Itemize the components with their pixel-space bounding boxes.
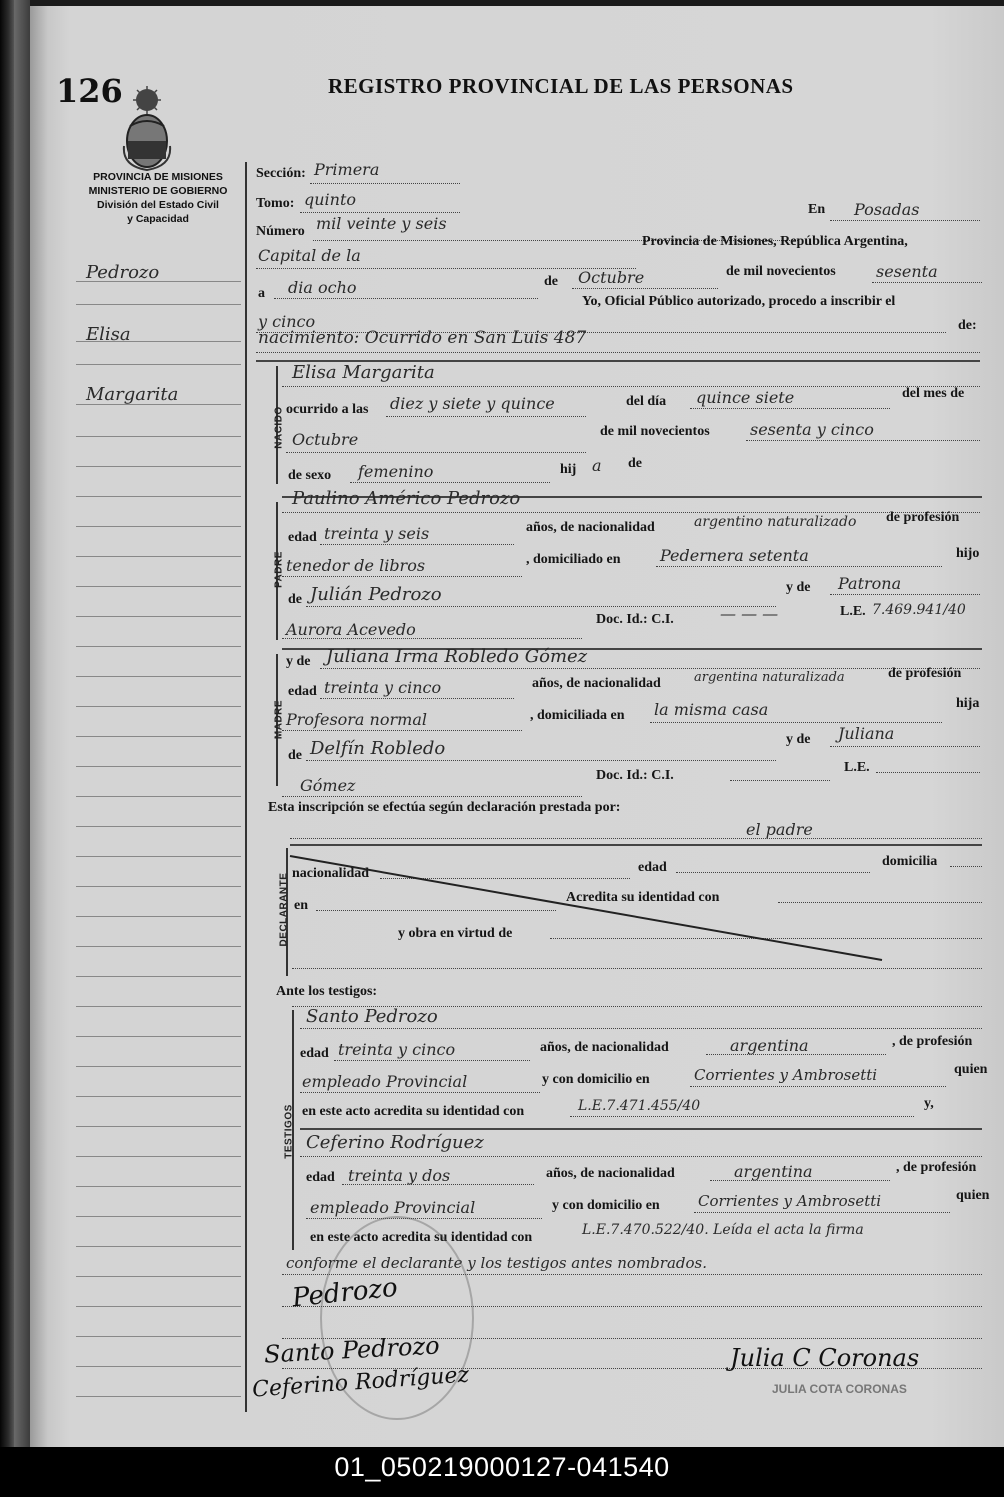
numero-value: mil veinte y seis bbox=[316, 214, 447, 233]
t1-quien-label: quien bbox=[954, 1062, 988, 1077]
madre-madre-value: Juliana bbox=[838, 724, 895, 743]
provincia-text: Provincia de Misiones, República Argentina, bbox=[642, 234, 908, 249]
madre-madre-value-2: Gómez bbox=[300, 776, 356, 795]
decl-nacionalidad-label: nacionalidad bbox=[292, 866, 370, 881]
madre-edad-value: treinta y cinco bbox=[324, 678, 442, 697]
padre-edad-value: treinta y seis bbox=[324, 524, 430, 543]
madre-name-value: Juliana Irma Robledo Gómez bbox=[326, 646, 588, 667]
t2-dom-label: y con domicilio en bbox=[552, 1198, 660, 1213]
capital-value: Capital de la bbox=[258, 246, 361, 265]
padre-y-de-label: y de bbox=[786, 580, 811, 595]
madre-prof-label: de profesión bbox=[888, 666, 962, 681]
madre-dom-label: , domiciliada en bbox=[530, 708, 625, 723]
coat-of-arms-icon bbox=[122, 86, 172, 172]
t2-prof-value: empleado Provincial bbox=[310, 1198, 476, 1217]
a-value: dia ocho bbox=[288, 278, 357, 297]
padre-name-value: Paulino Américo Pedrozo bbox=[292, 488, 521, 509]
decl-domicilia-label: domicilia bbox=[882, 854, 938, 869]
padre-le-label: L.E. bbox=[840, 604, 866, 619]
del-dia-label: del día bbox=[626, 394, 667, 409]
document-title: REGISTRO PROVINCIAL DE LAS PERSONAS bbox=[328, 74, 794, 98]
t1-edad-value: treinta y cinco bbox=[338, 1040, 456, 1059]
madre-y-de-label: y de bbox=[286, 654, 311, 669]
madre-padre-value: Delfín Robledo bbox=[310, 738, 446, 759]
t2-dom-value: Corrientes y Ambrosetti bbox=[698, 1192, 882, 1210]
t1-nac-label: años, de nacionalidad bbox=[540, 1040, 669, 1055]
signature-2: Santo Pedrozo bbox=[263, 1331, 441, 1369]
t1-dom-value: Corrientes y Ambrosetti bbox=[694, 1066, 878, 1084]
hij-label: hij bbox=[560, 462, 577, 477]
madre-doc-label: Doc. Id.: C.I. bbox=[596, 768, 674, 783]
nacido-de-label: de bbox=[628, 456, 642, 471]
t1-prof-label: , de profesión bbox=[892, 1034, 973, 1049]
t1-dom-label: y con domicilio en bbox=[542, 1072, 650, 1087]
seccion-label: Sección: bbox=[256, 166, 306, 181]
nacido-anio-value: sesenta y cinco bbox=[750, 420, 874, 439]
nacido-name-value: Elisa Margarita bbox=[292, 362, 435, 383]
madre-y-de-label-2: y de bbox=[786, 732, 811, 747]
de-colon-label: de: bbox=[958, 318, 977, 333]
margin-surname: Pedrozo bbox=[86, 262, 160, 283]
ocurrido-label: ocurrido a las bbox=[286, 402, 369, 417]
t1-y-label: y, bbox=[924, 1096, 934, 1111]
page-number: 126 bbox=[56, 72, 123, 110]
tomo-label: Tomo: bbox=[256, 196, 295, 211]
testigos-side-label: TESTIGOS bbox=[283, 1104, 295, 1159]
padre-padre-value: Julián Pedrozo bbox=[310, 584, 442, 605]
sexo-value: femenino bbox=[358, 462, 434, 481]
tomo-value: quinto bbox=[304, 190, 357, 209]
t1-id-value: L.E.7.471.455/40 bbox=[578, 1098, 701, 1114]
closing-line: conforme el declarante y los testigos antes nombrados. bbox=[286, 1254, 707, 1272]
padre-side-label: PADRE bbox=[273, 551, 285, 588]
seccion-value: Primera bbox=[314, 160, 380, 179]
testigos-intro: Ante los testigos: bbox=[276, 984, 378, 999]
a-label: a bbox=[258, 286, 265, 301]
declaracion-text: Esta inscripción se efectúa según declaración prestada por: bbox=[268, 800, 621, 815]
padre-nac-value: argentino naturalizado bbox=[694, 514, 857, 530]
del-mes-label: del mes de bbox=[902, 386, 965, 401]
anio-value-2: y cinco bbox=[258, 312, 316, 331]
t2-id-value: L.E.7.470.522/40. Leída el acta la firma bbox=[582, 1222, 864, 1238]
issuer-line: PROVINCIA DE MISIONES bbox=[93, 171, 223, 183]
decl-edad-label: edad bbox=[638, 860, 667, 875]
padre-edad-label: edad bbox=[288, 530, 317, 545]
madre-le-label: L.E. bbox=[844, 760, 870, 775]
declarante-side-label: DECLARANTE bbox=[278, 872, 290, 947]
issuer-line: División del Estado Civil bbox=[97, 199, 219, 211]
round-seal-icon bbox=[320, 1216, 474, 1420]
sexo-label: de sexo bbox=[288, 468, 332, 483]
nacimiento-value: nacimiento: Ocurrido en San Luis 487 bbox=[258, 328, 587, 348]
column-divider bbox=[245, 162, 247, 1412]
padre-madre-value-2: Aurora Acevedo bbox=[286, 620, 416, 639]
signature-4: Julia C Coronas bbox=[730, 1344, 920, 1372]
t2-quien-label: quien bbox=[956, 1188, 990, 1203]
en-label: En bbox=[808, 202, 826, 217]
t2-name-value: Ceferino Rodríguez bbox=[306, 1132, 484, 1153]
decl-en-label: en bbox=[294, 898, 308, 913]
decl-acredita-label: Acredita su identidad con bbox=[566, 890, 720, 905]
t2-prof-label: , de profesión bbox=[896, 1160, 977, 1175]
de-label: de bbox=[544, 274, 558, 289]
margin-first-name: Elisa bbox=[86, 324, 131, 345]
declaracion-value: el padre bbox=[746, 820, 813, 839]
nacido-side-label: NACIDO bbox=[273, 406, 285, 449]
mil-novecientos-label: de mil novecientos bbox=[726, 264, 836, 279]
anio-value: sesenta bbox=[876, 262, 938, 281]
padre-doc-label: Doc. Id.: C.I. bbox=[596, 612, 674, 627]
en-value: Posadas bbox=[854, 200, 920, 219]
t1-nac-value: argentina bbox=[730, 1036, 809, 1055]
decl-obra-label: y obra en virtud de bbox=[398, 926, 513, 941]
madre-nac-label: años, de nacionalidad bbox=[532, 676, 661, 691]
margin-middle-name: Margarita bbox=[86, 384, 179, 405]
t2-acredita-label: en este acto acredita su identidad con bbox=[310, 1230, 533, 1245]
madre-side-label: MADRE bbox=[273, 699, 285, 740]
book-binding-edge bbox=[0, 0, 14, 1447]
madre-dom-value: la misma casa bbox=[654, 700, 769, 719]
issuer-block bbox=[68, 170, 248, 226]
madre-edad-label: edad bbox=[288, 684, 317, 699]
scan-identifier: 01_050219000127-041540 bbox=[0, 1447, 1004, 1497]
padre-prof-value: tenedor de libros bbox=[286, 556, 426, 575]
padre-de-label: de bbox=[288, 592, 302, 607]
t1-prof-value: empleado Provincial bbox=[302, 1072, 468, 1091]
madre-prof-value: Profesora normal bbox=[286, 710, 427, 729]
nacido-mil-label: de mil novecientos bbox=[600, 424, 710, 439]
mes-value: Octubre bbox=[578, 268, 645, 287]
padre-prof-label: de profesión bbox=[886, 510, 960, 525]
oficial-text: Yo, Oficial Público autorizado, procedo a inscribir el bbox=[582, 294, 896, 309]
padre-dom-label: , domiciliado en bbox=[526, 552, 621, 567]
t1-acredita-label: en este acto acredita su identidad con bbox=[302, 1104, 525, 1119]
madre-de-label: de bbox=[288, 748, 302, 763]
issuer-line: MINISTERIO DE GOBIERNO bbox=[88, 185, 228, 197]
dia-value: quince siete bbox=[696, 388, 795, 407]
padre-le-value: 7.469.941/40 bbox=[872, 602, 966, 618]
strike-line bbox=[286, 852, 886, 964]
numero-label: Número bbox=[256, 224, 305, 239]
hij-value: a bbox=[592, 456, 602, 475]
signature-3: Ceferino Rodríguez bbox=[251, 1362, 470, 1403]
madre-hija-label: hija bbox=[956, 696, 980, 711]
madre-nac-value: argentina naturalizada bbox=[694, 670, 845, 685]
signature-1: Pedrozo bbox=[290, 1272, 400, 1314]
t2-nac-value: argentina bbox=[734, 1162, 813, 1181]
t2-edad-value: treinta y dos bbox=[348, 1166, 451, 1185]
padre-dom-value: Pedernera setenta bbox=[660, 546, 809, 565]
t1-edad-label: edad bbox=[300, 1046, 329, 1061]
t2-nac-label: años, de nacionalidad bbox=[546, 1166, 675, 1181]
nacido-mes-value: Octubre bbox=[292, 430, 359, 449]
hora-value: diez y siete y quince bbox=[390, 394, 555, 413]
register-page bbox=[30, 6, 1004, 1447]
official-stamp: JULIA COTA CORONAS bbox=[772, 1382, 907, 1396]
padre-hijo-label: hijo bbox=[956, 546, 980, 561]
issuer-line: y Capacidad bbox=[127, 213, 189, 225]
t1-name-value: Santo Pedrozo bbox=[306, 1006, 438, 1027]
padre-nac-label: años, de nacionalidad bbox=[526, 520, 655, 535]
padre-madre-value: Patrona bbox=[838, 574, 902, 593]
padre-doc-value: — — — bbox=[720, 604, 779, 623]
t2-edad-label: edad bbox=[306, 1170, 335, 1185]
page-stack-edge bbox=[14, 0, 30, 1447]
